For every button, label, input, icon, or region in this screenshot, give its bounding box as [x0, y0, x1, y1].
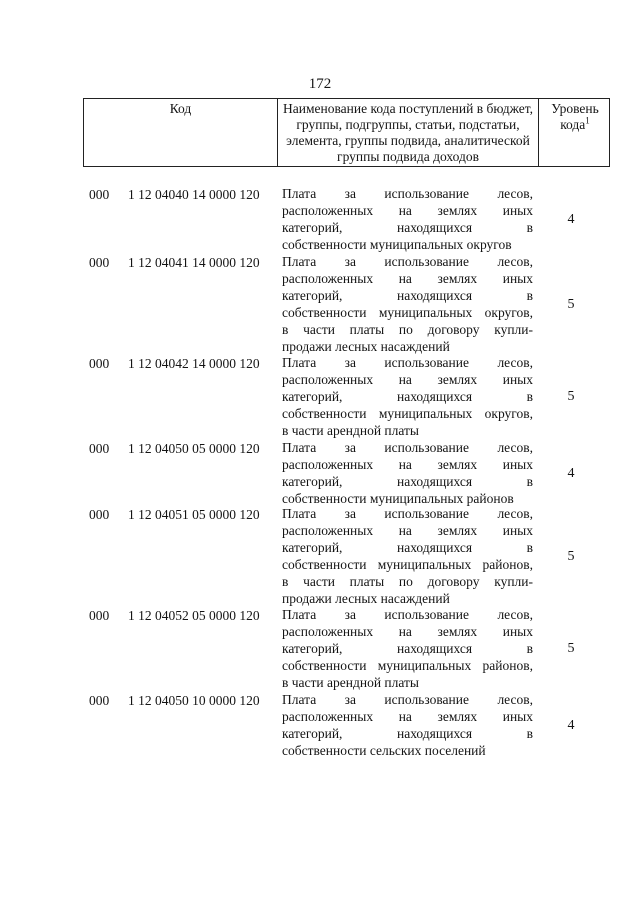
revenue-description: [282, 692, 533, 760]
description-line: категорий, находящихся в: [282, 725, 533, 741]
revenue-description: [282, 506, 533, 607]
description-line: собственности муниципальных районов,: [282, 657, 533, 673]
revenue-description: [282, 186, 533, 254]
level-value: 4: [567, 717, 575, 733]
admin-code: 000: [89, 356, 110, 371]
page-number: 172: [308, 76, 332, 92]
admin-code: 000: [89, 187, 110, 202]
admin-code: 000: [89, 608, 110, 623]
header-level-label: Уровень кода: [551, 101, 599, 132]
level-value: 5: [567, 548, 575, 564]
revenue-code: 1 12 04052 05 0000 120: [128, 608, 260, 623]
description-line: в части платы по договору купли-: [282, 321, 533, 337]
level-value: 5: [567, 389, 575, 405]
description-line: Плата за использование лесов,: [282, 355, 533, 370]
description-line: категорий, находящихся в: [282, 640, 533, 656]
level-value: 4: [567, 211, 575, 227]
description-line: расположенных на землях иных: [282, 623, 533, 639]
description-line: собственности муниципальных округов: [282, 236, 512, 252]
description-line: продажи лесных насаждений: [282, 338, 450, 354]
description-line: Плата за использование лесов,: [282, 506, 533, 521]
revenue-description: [282, 440, 533, 508]
header-code: Код: [84, 99, 278, 166]
description-line: категорий, находящихся в: [282, 219, 533, 235]
description-line: в части арендной платы: [282, 674, 419, 690]
revenue-code: 1 12 04040 14 0000 120: [128, 187, 260, 202]
revenue-code: 1 12 04051 05 0000 120: [128, 507, 260, 522]
description-line: расположенных на землях иных: [282, 371, 533, 387]
description-line: Плата за использование лесов,: [282, 440, 533, 455]
description-line: Плата за использование лесов,: [282, 607, 533, 622]
description-line: категорий, находящихся в: [282, 287, 533, 303]
description-line: собственности муниципальных районов: [282, 490, 514, 506]
description-line: в части арендной платы: [282, 422, 419, 438]
revenue-code: 1 12 04042 14 0000 120: [128, 356, 260, 371]
revenue-code: 1 12 04041 14 0000 120: [128, 255, 260, 270]
description-line: собственности муниципальных районов,: [282, 556, 533, 572]
description-line: расположенных на землях иных: [282, 270, 533, 286]
description-line: собственности сельских поселений: [282, 742, 486, 758]
description-line: категорий, находящихся в: [282, 539, 533, 555]
level-value: 5: [567, 641, 575, 657]
description-line: категорий, находящихся в: [282, 473, 533, 489]
footnote-mark: 1: [585, 115, 590, 126]
admin-code: 000: [89, 693, 110, 708]
description-line: расположенных на землях иных: [282, 522, 533, 538]
description-line: Плата за использование лесов,: [282, 692, 533, 707]
admin-code: 000: [89, 255, 110, 270]
description-line: собственности муниципальных округов,: [282, 304, 533, 320]
description-line: расположенных на землях иных: [282, 708, 533, 724]
description-line: продажи лесных насаждений: [282, 590, 450, 606]
admin-code: 000: [89, 507, 110, 522]
revenue-code: 1 12 04050 05 0000 120: [128, 441, 260, 456]
revenue-code: 1 12 04050 10 0000 120: [128, 693, 260, 708]
header-level: [539, 99, 611, 168]
description-line: категорий, находящихся в: [282, 388, 533, 404]
description-line: расположенных на землях иных: [282, 456, 533, 472]
description-line: расположенных на землях иных: [282, 202, 533, 218]
admin-code: 000: [89, 441, 110, 456]
level-value: 5: [567, 296, 575, 312]
description-line: собственности муниципальных округов,: [282, 405, 533, 421]
revenue-description: [282, 355, 533, 440]
header-name: Наименование кода поступлений в бюджет, группы, подгруппы, статьи, подстатьи, элемента, группы подвида, аналитической группы подвида доходов: [278, 99, 539, 166]
description-line: Плата за использование лесов,: [282, 186, 533, 201]
revenue-description: [282, 607, 533, 692]
description-line: в части платы по договору купли-: [282, 573, 533, 589]
level-value: 4: [567, 465, 575, 481]
description-line: Плата за использование лесов,: [282, 254, 533, 269]
table-header: [83, 98, 610, 167]
revenue-description: [282, 254, 533, 355]
